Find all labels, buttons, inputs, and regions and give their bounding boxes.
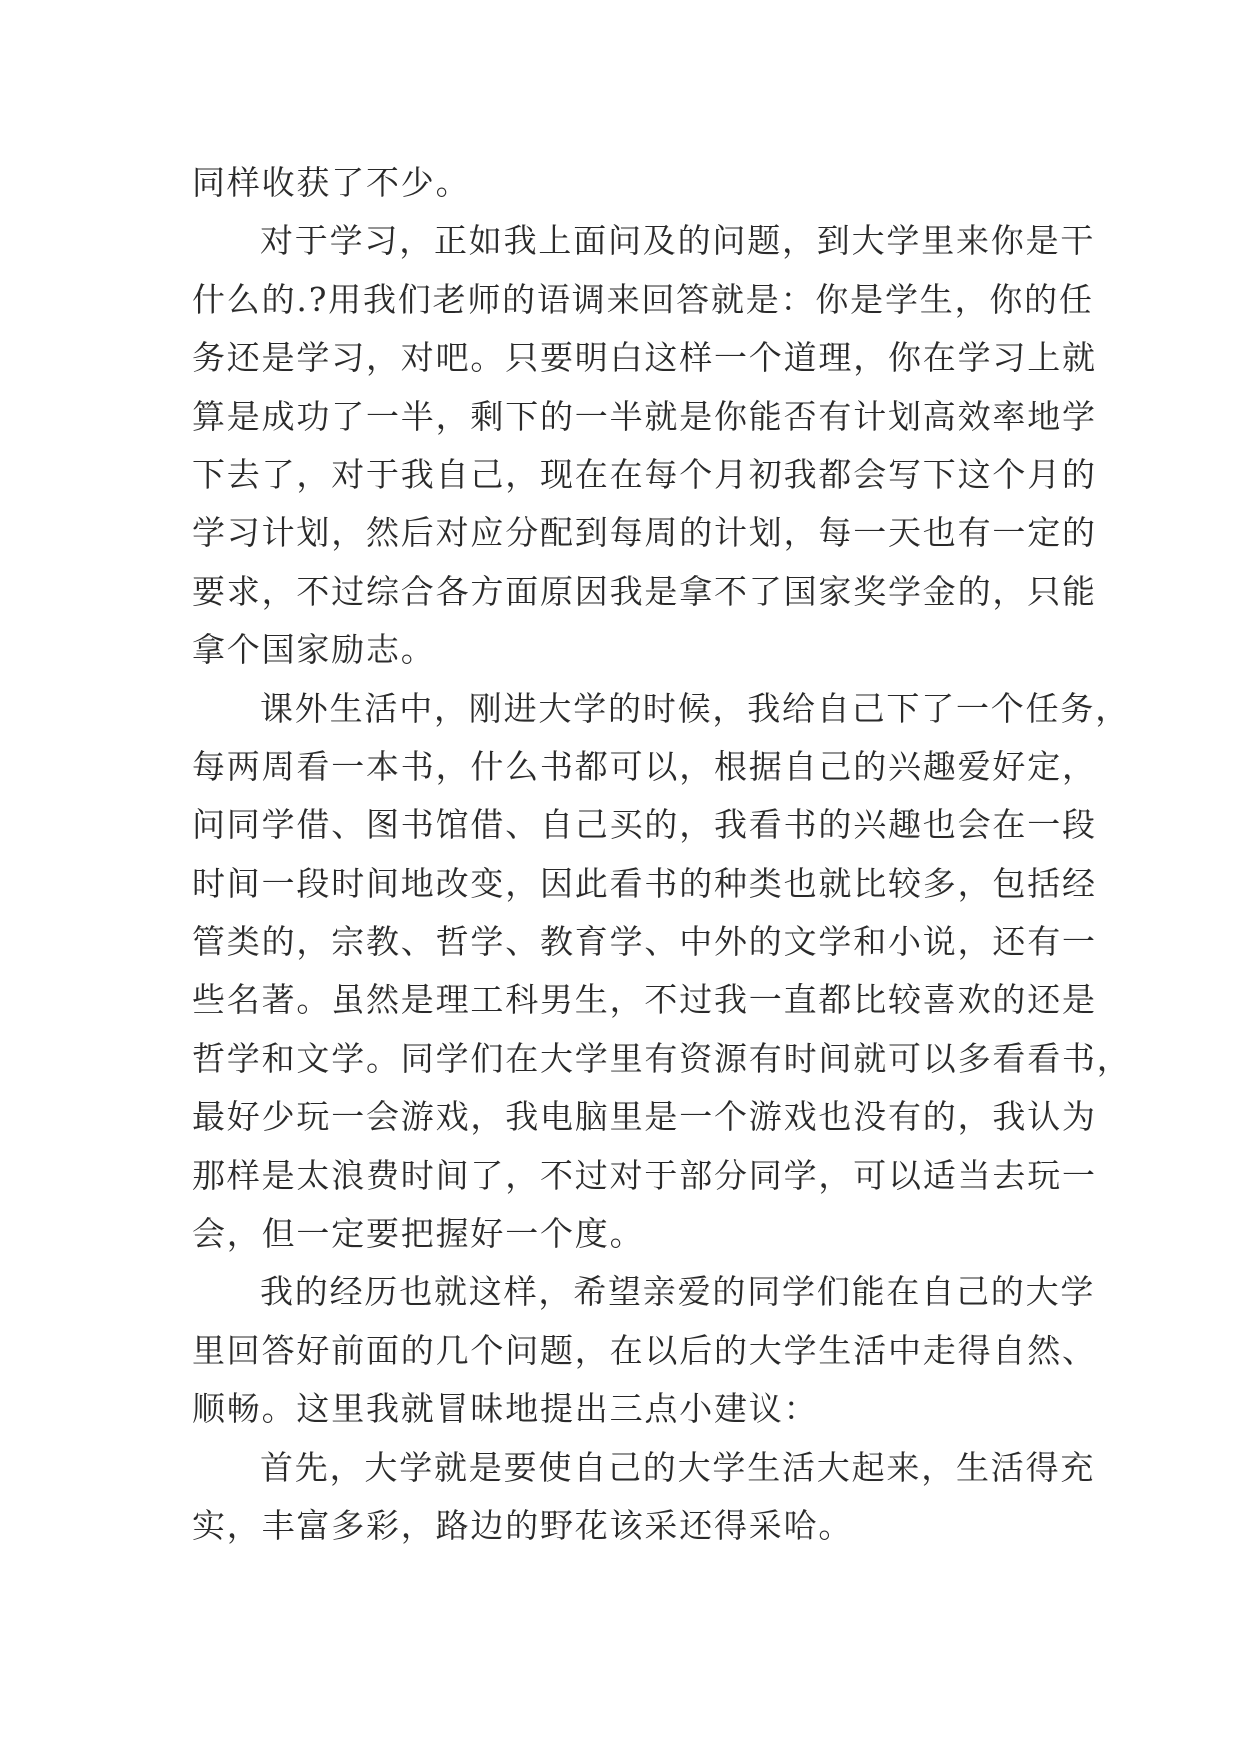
text-line: 哲学和文学。同学们在大学里有资源有时间就可以多看看书， bbox=[192, 1038, 1132, 1078]
text-line: 下去了，对于我自己，现在在每个月初我都会写下这个月的 bbox=[192, 454, 1097, 494]
text-line: 管类的，宗教、哲学、教育学、中外的文学和小说，还有一 bbox=[192, 922, 1097, 962]
text-line: 什么的.?用我们老师的语调来回答就是：你是学生，你的任 bbox=[192, 279, 1094, 319]
text-line: 拿个国家励志。 bbox=[192, 630, 436, 670]
text-line: 每两周看一本书，什么书都可以，根据自己的兴趣爱好定， bbox=[192, 746, 1097, 786]
text-line: 些名著。虽然是理工科男生，不过我一直都比较喜欢的还是 bbox=[192, 980, 1097, 1020]
text-line: 要求，不过综合各方面原因我是拿不了国家奖学金的，只能 bbox=[192, 571, 1097, 611]
text-line: 同样收获了不少。 bbox=[192, 163, 471, 202]
text-line: 算是成功了一半，剩下的一半就是你能否有计划高效率地学 bbox=[192, 396, 1097, 436]
text-line: 那样是太浪费时间了，不过对于部分同学，可以适当去玩一 bbox=[192, 1155, 1097, 1195]
text-line: 课外生活中，刚进大学的时候，我给自己下了一个任务， bbox=[260, 688, 1130, 728]
text-line: 实，丰富多彩，路边的野花该采还得采哈。 bbox=[192, 1505, 854, 1545]
text-line: 对于学习，正如我上面问及的问题，到大学里来你是干 bbox=[260, 221, 1096, 261]
text-line: 时间一段时间地改变，因此看书的种类也就比较多，包括经 bbox=[192, 863, 1097, 903]
text-line: 务还是学习，对吧。只要明白这样一个道理，你在学习上就 bbox=[192, 338, 1097, 378]
text-line: 学习计划，然后对应分配到每周的计划，每一天也有一定的 bbox=[192, 513, 1097, 553]
text-line: 里回答好前面的几个问题，在以后的大学生活中走得自然、 bbox=[192, 1330, 1097, 1370]
text-line: 顺畅。这里我就冒昧地提出三点小建议： bbox=[192, 1389, 819, 1429]
body-text bbox=[192, 154, 1132, 1555]
text-line: 问同学借、图书馆借、自己买的，我看书的兴趣也会在一段 bbox=[192, 805, 1097, 845]
text-line: 首先，大学就是要使自己的大学生活大起来，生活得充 bbox=[260, 1447, 1096, 1487]
text-line: 会，但一定要把握好一个度。 bbox=[192, 1214, 645, 1254]
text-line: 我的经历也就这样，希望亲爱的同学们能在自己的大学 bbox=[260, 1272, 1096, 1312]
text-line: 最好少玩一会游戏，我电脑里是一个游戏也没有的，我认为 bbox=[192, 1097, 1097, 1137]
